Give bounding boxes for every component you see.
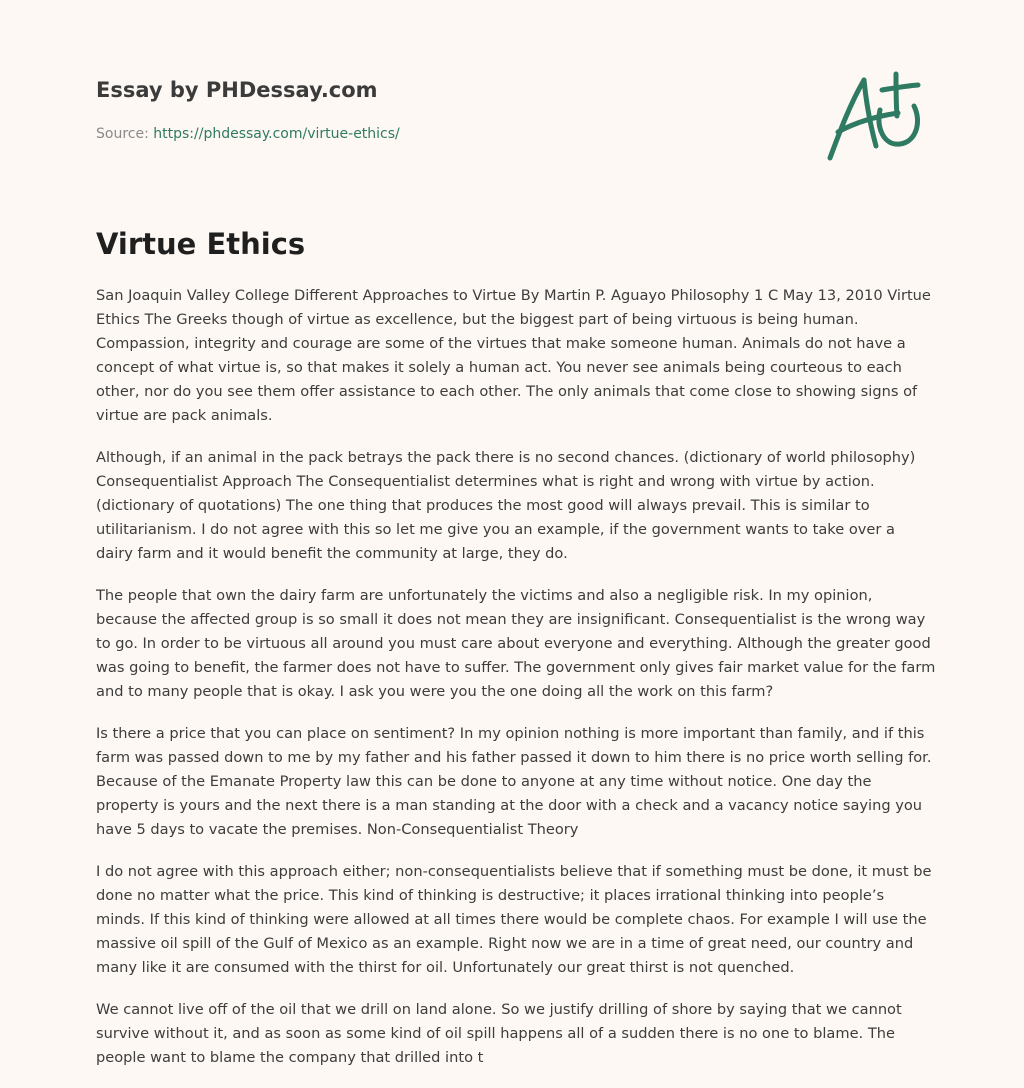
essay-paragraph: San Joaquin Valley College Different Approaches to Virtue By Martin P. Aguayo Philosophy 1 C May 13, 2010 Virtue Ethics The Greeks though of virtue as excellence, but the biggest part of being virtuous is being human. Compassion, integrity and courage are some of the virtues that make someone human. Animals do not have a concept of what virtue is, so that makes it solely a human act. You never see animals being courteous to each other, nor do you see them offer assistance to each other. The only animals that come close to showing signs of virtue are pack animals. [96,287,931,424]
essay-paragraph: Although, if an animal in the pack betrays the pack there is no second chances. (dictionary of world philosophy) Consequentialist Approach The Consequentialist determines what is right and wrong with virtue by action. (dictionary of quotations) The one thing that produces the most good will always prevail. This is similar to utilitarianism. I do not agree with this so let me give you an example, if the government wants to take over a dairy farm and it would benefit the community at large, they do. [96,449,916,562]
essay-paragraph: Is there a price that you can place on sentiment? In my opinion nothing is more important than family, and if this farm was passed down to me by my father and his father passed it down to him there is no price worth selling for. Because of the Emanate Property law this can be done to anyone at any time without notice. One day the property is yours and the next there is a man standing at the door with a check and a vacancy notice saying you have 5 days to vacate the premises. Non-Consequentialist Theory [96,725,932,838]
essay-title: Virtue Ethics [96,227,306,261]
essay-paragraph: The people that own the dairy farm are unfortunately the victims and also a negligible risk. In my opinion, because the affected group is so small it does not mean they are insignificant. Consequentialist is the wrong way to go. In order to be virtuous all around you must care about everyone and everything. Although the greater good was going to benefit, the farmer does not have to suffer. The government only gives fair market value for the farm and to many people that is okay. I ask you were you the one doing all the work on this farm? [96,587,936,700]
essay-paragraph: I do not agree with this approach either; non-consequentialists believe that if something must be done, it must be done no matter what the price. This kind of thinking is destructive; it places irrational thinking into people’s minds. If this kind of thinking were allowed at all times there would be complete chaos. For example I will use the massive oil spill of the Gulf of Mexico as an example. Right now we are in a time of great need, our country and many like it are consumed with the thirst for oil. Unfortunately our great thirst is not quenched. [96,863,932,976]
source-link[interactable]: https://phdessay.com/virtue-ethics/ [153,126,400,142]
essay-paragraph: We cannot live off of the oil that we drill on land alone. So we justify drilling of shore by saying that we cannot survive without it, and as soon as some kind of oil spill happens all of a sudden there is no one to blame. The people want to blame the company that drilled into t [96,1001,902,1066]
page-header [96,76,796,144]
source-line [96,124,796,144]
site-title: Essay by PHDessay.com [96,78,378,102]
a-plus-grade-icon [820,66,930,166]
source-label: Source: [96,126,149,142]
essay-body [96,284,936,1088]
